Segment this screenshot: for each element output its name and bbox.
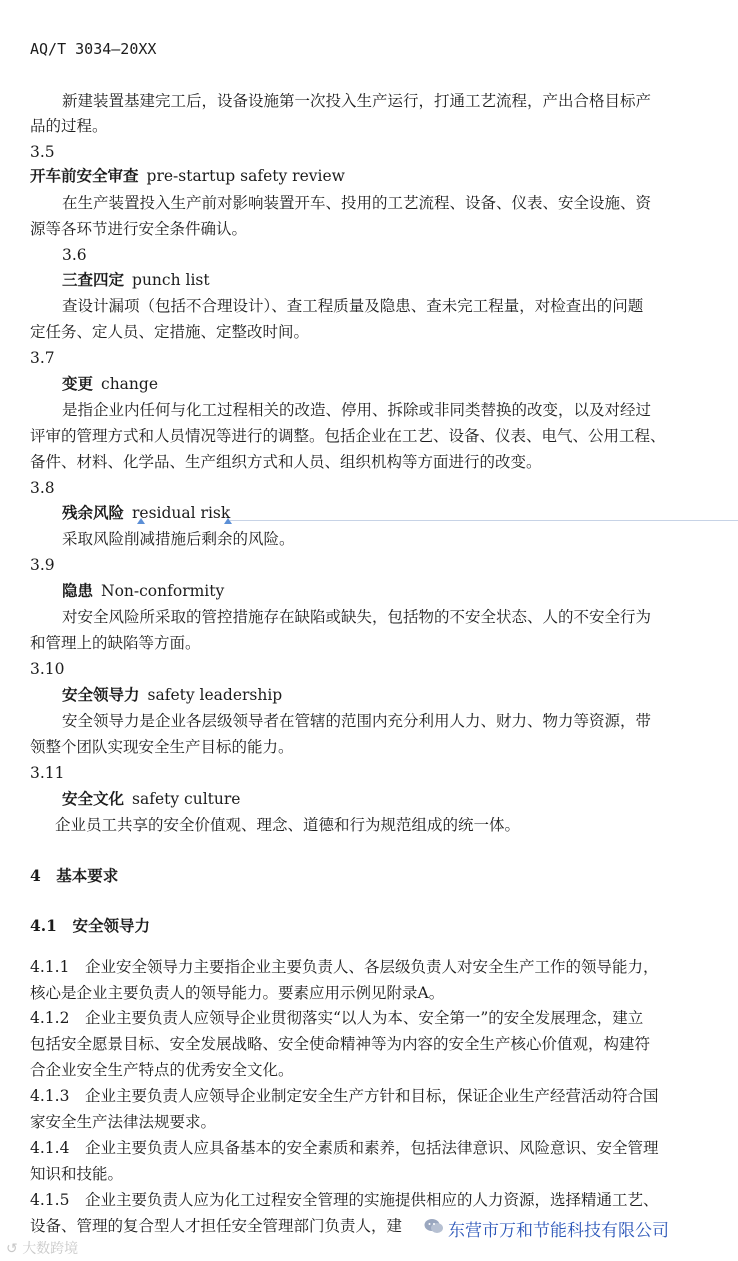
term-english: safety culture — [132, 790, 241, 808]
clause-line: 4.1.5 企业主要负责人应为化工过程安全管理的实施提供相应的人力资源，选择精通工艺、 — [30, 1191, 659, 1209]
term-chinese: 残余风险 — [62, 503, 125, 522]
clause-line: 4.1.2 企业主要负责人应领导企业贯彻落实“以人为本、安全第一”的安全发展理念，建立 — [30, 1009, 644, 1027]
term-heading — [30, 166, 345, 186]
term-heading — [62, 685, 282, 705]
company-watermark: 东营市万和节能科技有限公司 — [446, 1216, 671, 1241]
section-number: 3.10 — [30, 660, 65, 678]
body-line: 和管理上的缺陷等方面。 — [30, 634, 201, 652]
body-line: 对安全风险所采取的管控措施存在缺陷或缺失，包括物的不安全状态、人的不安全行为 — [62, 608, 652, 626]
term-english: pre-startup safety review — [146, 167, 345, 185]
clause-line: 4.1.1 企业安全领导力主要指企业主要负责人、各层级负责人对安全生产工作的领导能力， — [30, 958, 659, 976]
term-english: Non-conformity — [101, 582, 225, 600]
watermark-left-text: 大数跨境 — [22, 1241, 79, 1257]
clause-line: 核心是企业主要负责人的领导能力。要素应用示例见附录A。 — [30, 984, 445, 1002]
term-chinese: 安全文化 — [62, 789, 125, 808]
section-number: 3.9 — [30, 556, 55, 574]
body-line: 品的过程。 — [30, 117, 108, 135]
clause-line: 4.1.3 企业主要负责人应领导企业制定安全生产方针和目标，保证企业生产经营活动符合国 — [30, 1087, 659, 1105]
clause-line: 4.1.4 企业主要负责人应具备基本的安全素质和素养，包括法律意识、风险意识、安全管理 — [30, 1139, 659, 1157]
body-line: 源等各环节进行安全条件确认。 — [30, 220, 248, 238]
body-line: 采取风险削减措施后剩余的风险。 — [62, 530, 295, 548]
section-number: 3.5 — [30, 143, 55, 161]
text-cursor-start-icon — [137, 518, 145, 524]
section-number: 3.7 — [30, 349, 55, 367]
body-line: 备件、材料、化学品、生产组织方式和人员、组织机构等方面进行的改变。 — [30, 453, 542, 471]
clause-line: 包括安全愿景目标、安全发展战略、安全使命精神等为内容的安全生产核心价值观，构建符 — [30, 1035, 651, 1053]
platform-watermark — [6, 1238, 78, 1258]
body-line: 是指企业内任何与化工过程相关的改造、停用、拆除或非同类替换的改变，以及对经过 — [62, 401, 652, 419]
body-line: 新建装置基建完工后，设备设施第一次投入生产运行，打通工艺流程，产出合格目标产 — [62, 92, 652, 110]
document-code: AQ/T 3034—20XX — [30, 40, 157, 58]
body-line: 在生产装置投入生产前对影响装置开车、投用的工艺流程、设备、仪表、安全设施、资 — [62, 194, 652, 212]
term-english: punch list — [132, 271, 210, 289]
term-english: residual risk — [132, 504, 231, 522]
term-chinese: 隐患 — [62, 581, 94, 600]
term-heading — [62, 503, 230, 523]
clause-line: 设备、管理的复合型人才担任安全管理部门负责人，建 — [30, 1217, 403, 1235]
section-number: 3.6 — [62, 246, 87, 264]
body-line: 评审的管理方式和人员情况等进行的调整。包括企业在工艺、设备、仪表、电气、公用工程、 — [30, 427, 666, 445]
term-chinese: 三查四定 — [62, 270, 125, 289]
text-cursor-end-icon — [224, 518, 232, 524]
term-chinese: 安全领导力 — [62, 685, 140, 704]
clause-line: 家安全生产法律法规要求。 — [30, 1113, 217, 1131]
body-line: 企业员工共享的安全价值观、理念、道德和行为规范组成的统一体。 — [55, 816, 521, 834]
wechat-icon — [423, 1215, 445, 1237]
term-heading — [62, 581, 224, 601]
term-heading — [62, 270, 210, 290]
clause-line: 合企业安全生产特点的优秀安全文化。 — [30, 1061, 294, 1079]
body-line: 查设计漏项（包括不合理设计）、查工程质量及隐患、查未完工程量，对检查出的问题 — [62, 297, 644, 315]
clause-line: 知识和技能。 — [30, 1165, 124, 1183]
term-heading — [62, 374, 158, 394]
body-line: 安全领导力是企业各层级领导者在管辖的范围内充分利用人力、财力、物力等资源，带 — [62, 712, 652, 730]
term-chinese: 变更 — [62, 374, 94, 393]
selection-underline — [230, 520, 738, 521]
body-line: 领整个团队实现安全生产目标的能力。 — [30, 738, 294, 756]
chapter-heading: 4 基本要求 — [30, 866, 119, 885]
term-english: safety leadership — [147, 686, 283, 704]
watermark-logo-icon: ↺ — [6, 1241, 23, 1257]
term-english: change — [101, 375, 158, 393]
term-heading — [62, 789, 240, 809]
body-line: 定任务、定人员、定措施、定整改时间。 — [30, 323, 310, 341]
section-number: 3.8 — [30, 479, 55, 497]
term-chinese: 开车前安全审查 — [30, 166, 139, 185]
section-number: 3.11 — [30, 764, 65, 782]
section-heading: 4.1 安全领导力 — [30, 916, 150, 935]
